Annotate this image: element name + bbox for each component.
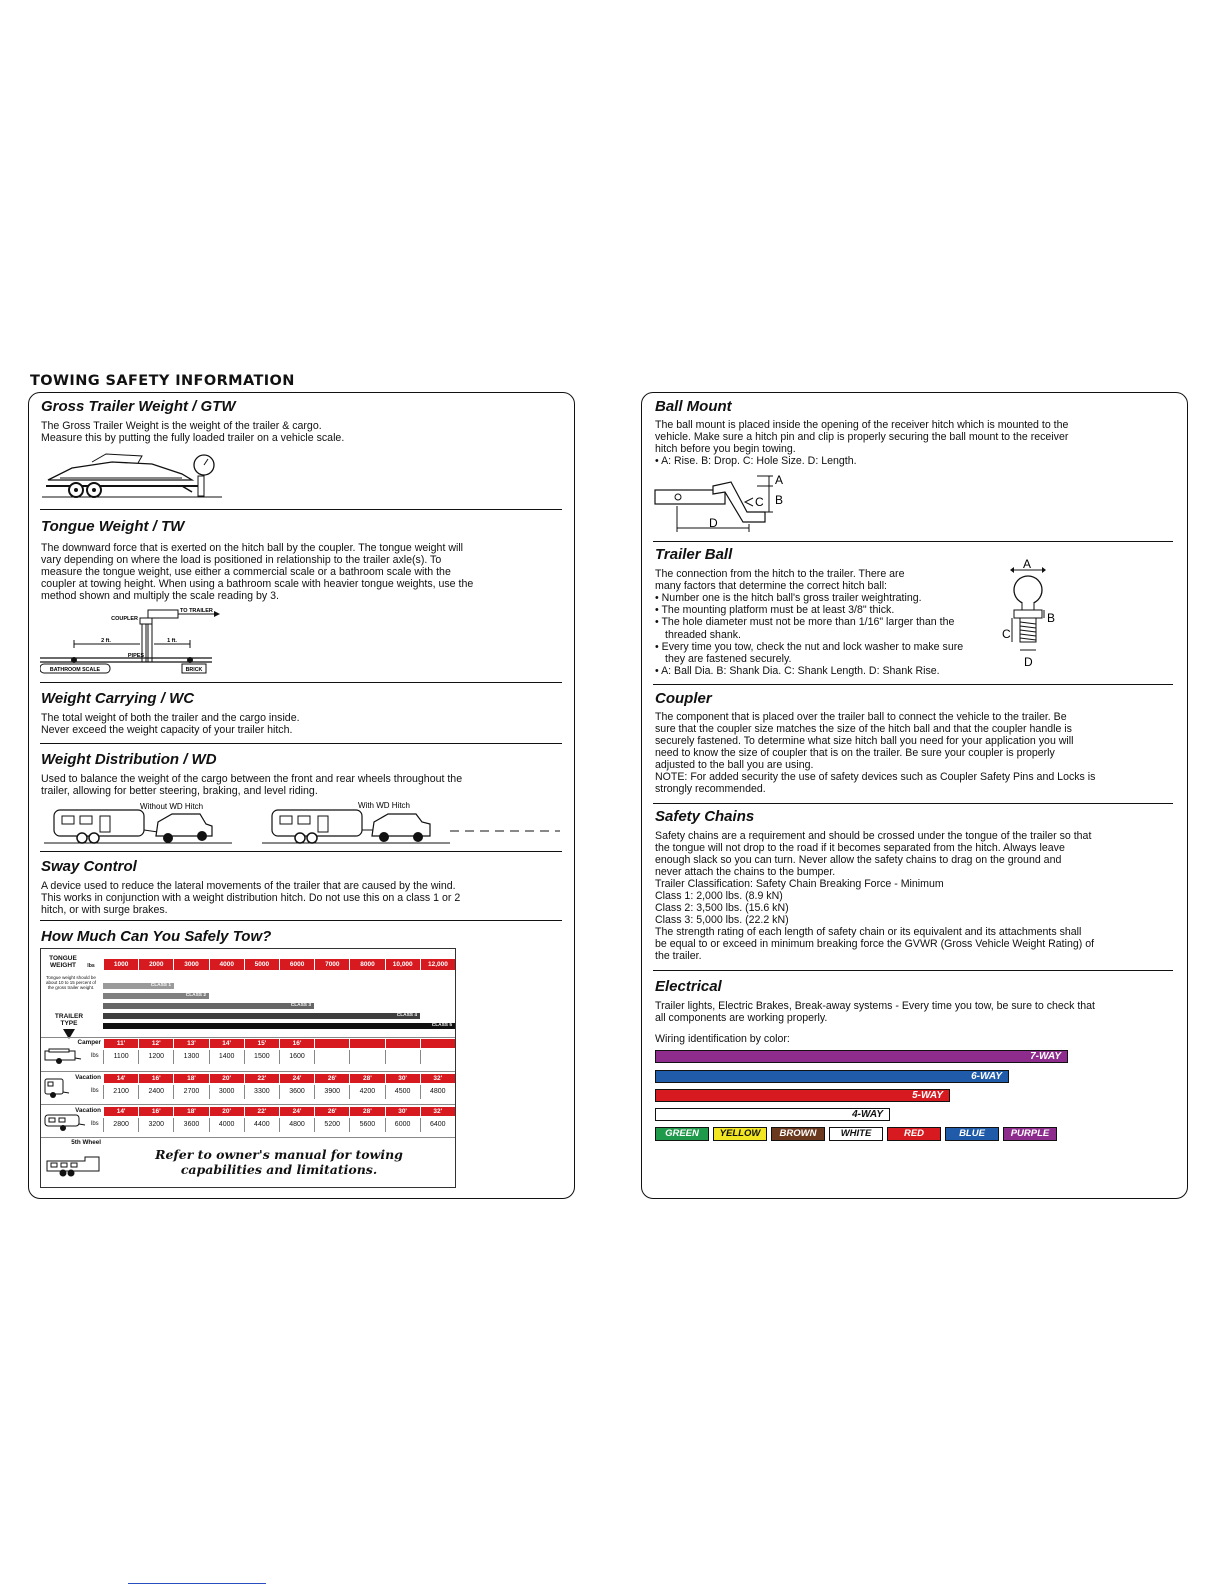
row-label: Camper (77, 1039, 101, 1046)
value-cell: 5200 (314, 1118, 349, 1132)
lbs-label: lbs (91, 1121, 99, 1127)
wd-line-2: trailer, allowing for better steering, braking, and level riding. (41, 785, 318, 797)
value-cell: 3600 (173, 1118, 208, 1132)
one-ft-label: 1 ft. (167, 638, 177, 644)
value-row (103, 1118, 455, 1132)
refer-note: Refer to owner's manual for towing capabilities and limitations. (155, 1147, 403, 1177)
class-bar: CLASS 4 (103, 1013, 420, 1019)
value-row (103, 1085, 455, 1099)
chains-line-8: Class 3: 5,000 lbs. (22.2 kN) (655, 914, 789, 926)
gtw-line-2: Measure this by putting the fully loaded trailer on a vehicle scale. (41, 432, 345, 444)
value-cell: 1300 (173, 1050, 208, 1064)
with-wd-hitch-illustration (262, 800, 562, 846)
fifth-wheel-icon (45, 1153, 103, 1179)
weight-cell: 7000 (314, 959, 349, 970)
list-item: • Every time you tow, check the nut and lock washer to make sure they are fastened securely. (655, 640, 964, 666)
value-cell: 3300 (244, 1085, 279, 1099)
two-ft-label: 2 ft. (101, 638, 111, 644)
label-c: C (755, 495, 764, 509)
electrical-heading: Electrical (655, 978, 722, 995)
length-cell: 16' (138, 1107, 173, 1116)
divider (40, 743, 562, 744)
tow-capacity-chart (40, 948, 456, 1188)
coupler-label: COUPLER (111, 616, 138, 622)
length-cell: 30' (385, 1107, 420, 1116)
wc-line-1: The total weight of both the trailer and the cargo inside. (41, 712, 300, 724)
trailer-ball-intro-1: The connection from the hitch to the trailer. There are (655, 568, 905, 580)
chains-line-2: the tongue will not drop to the road if it becomes separated from the hitch. Always leave (655, 842, 1065, 854)
divider (40, 509, 562, 510)
boat-trailer-illustration (42, 448, 232, 500)
coupler-line-1: The component that is placed over the trailer ball to connect the vehicle to the trailer. Be (655, 711, 1067, 723)
length-cell: 24' (279, 1074, 314, 1083)
value-cell: 4000 (209, 1118, 244, 1132)
length-cell: 15' (244, 1039, 279, 1048)
swatch-brown: BROWN (771, 1127, 825, 1141)
tw-line-2: vary depending on where the load is positioned in relationship to the trailer axle(s). To (41, 554, 442, 566)
label-d: D (709, 516, 718, 530)
ball-mount-line-4: • A: Rise. B: Drop. C: Hole Size. D: Length. (655, 455, 857, 467)
ball-mount-heading: Ball Mount (655, 398, 732, 415)
trailer-ball-diagram (1000, 558, 1070, 670)
ball-label-c: C (1002, 627, 1011, 641)
value-cell: 2700 (173, 1085, 208, 1099)
tongue-weight-header (103, 959, 455, 970)
divider (653, 803, 1173, 804)
wire-color-swatches (655, 1127, 1057, 1141)
length-cell: 26' (314, 1074, 349, 1083)
weight-cell: 10,000 (385, 959, 420, 970)
length-row (103, 1039, 455, 1048)
swatch-white: WHITE (829, 1127, 883, 1141)
length-cell: 12' (138, 1039, 173, 1048)
swatch-blue: BLUE (945, 1127, 999, 1141)
length-cell (385, 1039, 420, 1048)
pipes-label: PIPES (127, 653, 145, 659)
length-cell: 18' (173, 1107, 208, 1116)
divider (653, 541, 1173, 542)
tongue-unit: lbs (87, 963, 95, 969)
travel-trailer-icon (43, 1077, 71, 1099)
length-cell: 20' (209, 1107, 244, 1116)
swatch-purple: PURPLE (1003, 1127, 1057, 1141)
coupler-heading: Coupler (655, 690, 712, 707)
value-cell: 4400 (244, 1118, 279, 1132)
coupler-line-7: strongly recommended. (655, 783, 766, 795)
ball-label-a: A (1023, 558, 1032, 571)
tow-heading: How Much Can You Safely Tow? (41, 928, 272, 945)
sway-line-1: A device used to reduce the lateral movements of the trailer that are caused by the wind. (41, 880, 456, 892)
list-item: • The mounting platform must be at least 3/8" thick. (655, 604, 895, 617)
wd-line-1: Used to balance the weight of the cargo between the front and rear wheels throughout the (41, 773, 463, 785)
tw-line-4: coupler at towing height. When using a bathroom scale with heavier tongue weights, use the (41, 578, 474, 590)
weight-cell: 4000 (209, 959, 244, 970)
length-row (103, 1074, 455, 1083)
sway-heading: Sway Control (41, 858, 137, 875)
value-cell (420, 1050, 455, 1064)
tw-line-5: method shown and multiply the scale reading by 3. (41, 590, 279, 602)
value-cell: 6400 (420, 1118, 455, 1132)
trailer-type-label: TRAILER TYPE (54, 1013, 84, 1027)
class-bar: CLASS 2 (103, 993, 209, 999)
length-row (103, 1107, 455, 1116)
divider (40, 682, 562, 683)
chains-line-3: enough slack so you can turn. Never allow the safety chains to drag on the ground and (655, 854, 1062, 866)
wiring-bar-6-way: 6-WAY (655, 1070, 1009, 1083)
length-cell: 32' (420, 1107, 455, 1116)
length-cell: 16' (279, 1039, 314, 1048)
label-b: B (775, 493, 784, 507)
fifth-wheel-label: 5th Wheel (71, 1139, 101, 1146)
value-cell: 1400 (209, 1050, 244, 1064)
value-cell: 4800 (420, 1085, 455, 1099)
length-cell: 28' (349, 1074, 384, 1083)
swatch-green: GREEN (655, 1127, 709, 1141)
value-cell: 5600 (349, 1118, 384, 1132)
lbs-label: lbs (91, 1053, 99, 1059)
value-cell: 4200 (349, 1085, 384, 1099)
value-cell: 3900 (314, 1085, 349, 1099)
coupler-line-4: need to know the size of coupler that is on the trailer. Be sure your coupler is properly (655, 747, 1055, 759)
weight-cell: 2000 (138, 959, 173, 970)
value-cell: 4500 (385, 1085, 420, 1099)
divider (653, 970, 1173, 971)
wd-heading: Weight Distribution / WD (41, 751, 217, 768)
value-cell: 6000 (385, 1118, 420, 1132)
trailer-ball-intro-2: many factors that determine the correct hitch ball: (655, 580, 887, 592)
ball-mount-line-2: vehicle. Make sure a hitch pin and clip is properly securing the ball mount to the receiver (655, 431, 1069, 443)
weight-cell: 1000 (103, 959, 138, 970)
length-cell: 26' (314, 1107, 349, 1116)
weight-cell: 5000 (244, 959, 279, 970)
bathroom-scale-label: BATHROOM SCALE (49, 667, 101, 673)
ball-label-b: B (1047, 611, 1056, 625)
weight-cell: 3000 (173, 959, 208, 970)
length-cell: 13' (173, 1039, 208, 1048)
list-item: • The hole diameter must not be more than 1/16" larger than the threaded shank. (655, 616, 955, 641)
value-cell: 1600 (279, 1050, 314, 1064)
to-trailer-label: TO TRAILER (180, 608, 213, 614)
tongue-weight-diagram (40, 604, 220, 676)
gtw-heading: Gross Trailer Weight / GTW (41, 398, 236, 415)
divider (40, 920, 562, 921)
ball-label-d: D (1024, 655, 1033, 669)
chains-heading: Safety Chains (655, 808, 755, 825)
coupler-line-2: sure that the coupler size matches the size of the hitch ball and that the coupler handle is (655, 723, 1072, 735)
electrical-line-2: all components are working properly. (655, 1012, 828, 1024)
divider (40, 851, 562, 852)
with-wd-label: With WD Hitch (358, 801, 410, 810)
large-trailer-icon (43, 1112, 87, 1132)
weight-cell: 8000 (349, 959, 384, 970)
tw-line-1: The downward force that is exerted on the hitch ball by the coupler. The tongue weight will (41, 542, 464, 554)
value-cell: 2400 (138, 1085, 173, 1099)
coupler-line-6: NOTE: For added security the use of safety devices such as Coupler Safety Pins and Locks is (655, 771, 1096, 783)
value-cell: 1100 (103, 1050, 138, 1064)
swatch-red: RED (887, 1127, 941, 1141)
electrical-line-1: Trailer lights, Electric Brakes, Break-away systems - Every time you tow, be sure to check that (655, 1000, 1095, 1012)
length-cell: 22' (244, 1074, 279, 1083)
list-item: • Number one is the hitch ball's gross trailer weightrating. (655, 592, 922, 604)
ball-mount-diagram (653, 472, 793, 534)
tongue-weight-label: TONGUE WEIGHT (49, 955, 77, 969)
gtw-line-1: The Gross Trailer Weight is the weight of the trailer & cargo. (41, 420, 322, 432)
ball-mount-line-1: The ball mount is placed inside the opening of the receiver hitch which is mounted to the (655, 419, 1069, 431)
value-cell: 2800 (103, 1118, 138, 1132)
length-cell (420, 1039, 455, 1048)
length-cell: 22' (244, 1107, 279, 1116)
list-item: • A: Ball Dia. B: Shank Dia. C: Shank Length. D: Shank Rise. (655, 665, 940, 678)
value-cell (385, 1050, 420, 1064)
wc-heading: Weight Carrying / WC (41, 690, 195, 707)
row-label: Vacation (75, 1074, 101, 1081)
length-cell: 16' (138, 1074, 173, 1083)
chains-line-4: never attach the chains to the bumper. (655, 866, 836, 878)
length-cell: 18' (173, 1074, 208, 1083)
length-cell (314, 1039, 349, 1048)
chains-line-7: Class 2: 3,500 lbs. (15.6 kN) (655, 902, 789, 914)
length-cell: 14' (209, 1039, 244, 1048)
page-title: TOWING SAFETY INFORMATION (30, 373, 295, 389)
wiring-bar-7-way: 7-WAY (655, 1050, 1068, 1063)
chains-line-11: the trailer. (655, 950, 702, 962)
class-bar: CLASS 3 (103, 1003, 314, 1009)
label-a: A (775, 473, 784, 487)
chains-line-1: Safety chains are a requirement and should be crossed under the tongue of the trailer so that (655, 830, 1092, 842)
value-cell: 2100 (103, 1085, 138, 1099)
length-cell: 11' (103, 1039, 138, 1048)
length-cell: 32' (420, 1074, 455, 1083)
row-label: Vacation (75, 1107, 101, 1114)
length-cell: 14' (103, 1074, 138, 1083)
chains-line-6: Class 1: 2,000 lbs. (8.9 kN) (655, 890, 783, 902)
length-cell: 24' (279, 1107, 314, 1116)
chains-line-9: The strength rating of each length of safety chain or its equivalent and its attachments shall (655, 926, 1082, 938)
tw-line-3: measure the tongue weight, use either a commercial scale or a bathroom scale with the (41, 566, 451, 578)
wiring-bar-5-way: 5-WAY (655, 1089, 950, 1102)
without-wd-label: Without WD Hitch (140, 802, 204, 811)
trailer-ball-list (655, 592, 985, 677)
length-cell: 20' (209, 1074, 244, 1083)
sway-line-3: hitch, or with surge brakes. (41, 904, 168, 916)
value-cell: 4800 (279, 1118, 314, 1132)
value-cell (349, 1050, 384, 1064)
weight-cell: 12,000 (420, 959, 455, 970)
without-wd-hitch-illustration (44, 800, 234, 846)
length-cell: 30' (385, 1074, 420, 1083)
ball-mount-line-3: hitch before you begin towing. (655, 443, 796, 455)
weight-cell: 6000 (279, 959, 314, 970)
sway-line-2: This works in conjunction with a weight distribution hitch. Do not use this on a class 1 or 2 (41, 892, 461, 904)
coupler-line-5: adjusted to the ball you are using. (655, 759, 814, 771)
coupler-line-3: securely fastened. To determine what size hitch ball you need for your application you will (655, 735, 1074, 747)
tw-heading: Tongue Weight / TW (41, 518, 185, 535)
tongue-note: Tongue weight should be about 10 to 15 percent of the gross trailer weight. (45, 975, 97, 990)
value-row (103, 1050, 455, 1064)
wiring-label: Wiring identification by color: (655, 1033, 790, 1045)
trailer-ball-heading: Trailer Ball (655, 546, 733, 563)
value-cell: 3600 (279, 1085, 314, 1099)
camper-icon (43, 1047, 83, 1065)
class-bar: CLASS 5 (103, 1023, 455, 1029)
class-bar: CLASS 1 (103, 983, 174, 989)
value-cell: 3000 (209, 1085, 244, 1099)
wiring-bar-4-way: 4-WAY (655, 1108, 890, 1121)
divider (653, 684, 1173, 685)
value-cell: 3200 (138, 1118, 173, 1132)
chains-line-10: be equal to or exceed in minimum breaking force the GVWR (Gross Vehicle Weight Rating) of (655, 938, 1095, 950)
length-cell: 14' (103, 1107, 138, 1116)
swatch-yellow: YELLOW (713, 1127, 767, 1141)
bottom-link-underline (128, 1583, 266, 1584)
length-cell: 28' (349, 1107, 384, 1116)
brick-label: BRICK (185, 667, 203, 673)
lbs-label: lbs (91, 1088, 99, 1094)
length-cell (349, 1039, 384, 1048)
chains-line-5: Trailer Classification: Safety Chain Breaking Force - Minimum (655, 878, 944, 890)
value-cell: 1500 (244, 1050, 279, 1064)
wc-line-2: Never exceed the weight capacity of your trailer hitch. (41, 724, 293, 736)
value-cell: 1200 (138, 1050, 173, 1064)
value-cell (314, 1050, 349, 1064)
